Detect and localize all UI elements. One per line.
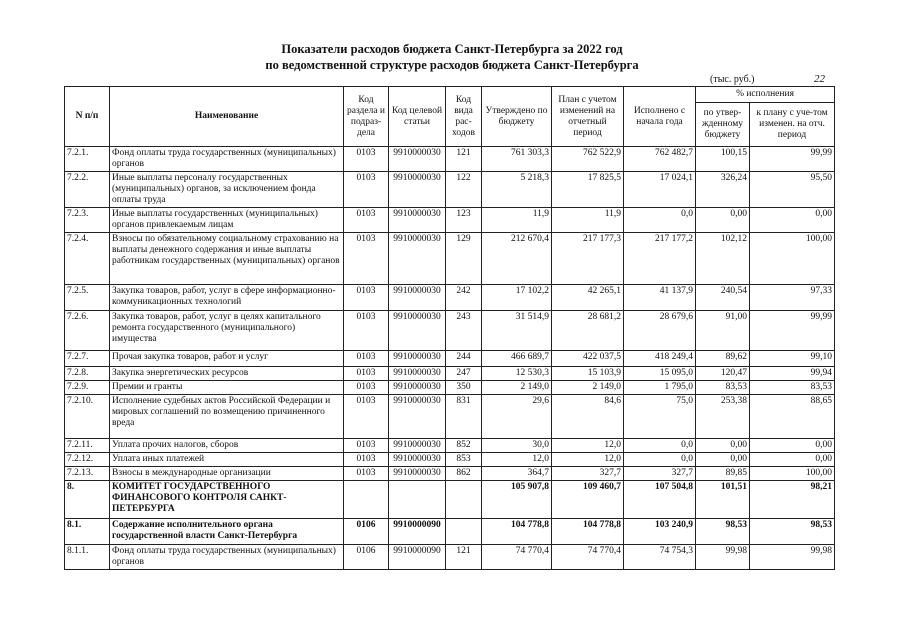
row-number: 7.2.9.: [65, 381, 110, 395]
row-pct-approved: 89,85: [696, 467, 750, 481]
table-row: [65, 481, 835, 519]
row-number: 7.2.10.: [65, 395, 110, 439]
row-plan: 104 778,8: [552, 519, 624, 545]
row-executed: 103 240,9: [624, 519, 696, 545]
row-section-code: [344, 481, 389, 519]
row-type-code: 244: [446, 351, 482, 367]
row-approved: 30,0: [482, 439, 552, 453]
row-executed: 762 482,7: [624, 147, 696, 172]
row-pct-plan: 99,94: [750, 367, 835, 381]
table-row: [65, 381, 835, 395]
row-section-code: 0103: [344, 467, 389, 481]
row-target-code: 9910000030: [389, 467, 446, 481]
table-row: [65, 467, 835, 481]
row-pct-approved: 240,54: [696, 285, 750, 311]
row-target-code: 9910000030: [389, 233, 446, 285]
row-pct-approved: 98,53: [696, 519, 750, 545]
row-name: Исполнение судебных актов Российской Федерации и мировых соглашений по возмещению причиненного вреда: [110, 395, 344, 439]
row-target-code: 9910000030: [389, 147, 446, 172]
row-plan: 217 177,3: [552, 233, 624, 285]
row-pct-approved: 326,24: [696, 172, 750, 208]
table-row: [65, 233, 835, 285]
row-pct-approved: 100,15: [696, 147, 750, 172]
row-target-code: 9910000030: [389, 395, 446, 439]
row-pct-approved: 120,47: [696, 367, 750, 381]
row-name: Закупка энергетических ресурсов: [110, 367, 344, 381]
row-executed: 75,0: [624, 395, 696, 439]
row-approved: 31 514,9: [482, 311, 552, 351]
row-plan: 11,9: [552, 208, 624, 233]
row-executed: 17 024,1: [624, 172, 696, 208]
row-executed: 15 095,0: [624, 367, 696, 381]
row-section-code: 0103: [344, 453, 389, 467]
row-section-code: 0103: [344, 439, 389, 453]
row-name: Премии и гранты: [110, 381, 344, 395]
table-row: [65, 311, 835, 351]
row-pct-plan: 99,98: [750, 545, 835, 570]
row-pct-plan: 0,00: [750, 453, 835, 467]
row-pct-approved: 91,00: [696, 311, 750, 351]
report-title: Показатели расходов бюджета Санкт-Петербурга за 2022 год: [281, 42, 623, 56]
row-section-code: 0103: [344, 311, 389, 351]
row-pct-plan: 99,99: [750, 147, 835, 172]
row-type-code: [446, 481, 482, 519]
row-pct-approved: 89,62: [696, 351, 750, 367]
row-executed: 0,0: [624, 439, 696, 453]
row-executed: 217 177,2: [624, 233, 696, 285]
row-type-code: 247: [446, 367, 482, 381]
row-name: Взносы по обязательному социальному страхованию на выплаты денежного содержания и иные выплаты работникам государственных (муниципальных) органов: [110, 233, 344, 285]
row-type-code: 852: [446, 439, 482, 453]
row-name: КОМИТЕТ ГОСУДАРСТВЕННОГО ФИНАНСОВОГО КОНТРОЛЯ САНКТ-ПЕТЕРБУРГА: [110, 481, 344, 519]
row-pct-plan: 0,00: [750, 439, 835, 453]
row-pct-approved: 102,12: [696, 233, 750, 285]
header-approved: Утверждено по бюджету: [482, 87, 552, 147]
table-row: [65, 367, 835, 381]
row-target-code: 9910000090: [389, 519, 446, 545]
row-plan: 74 770,4: [552, 545, 624, 570]
row-number: 7.2.5.: [65, 285, 110, 311]
row-pct-plan: 97,33: [750, 285, 835, 311]
row-target-code: 9910000030: [389, 172, 446, 208]
row-type-code: 862: [446, 467, 482, 481]
table-row: [65, 519, 835, 545]
row-plan: 2 149,0: [552, 381, 624, 395]
row-executed: 107 504,8: [624, 481, 696, 519]
row-type-code: 350: [446, 381, 482, 395]
header-section-code: Код раздела и подраз-дела: [344, 87, 389, 147]
row-pct-plan: 100,00: [750, 467, 835, 481]
row-approved: 104 778,8: [482, 519, 552, 545]
row-section-code: 0106: [344, 545, 389, 570]
row-pct-approved: 83,53: [696, 381, 750, 395]
row-type-code: 129: [446, 233, 482, 285]
row-section-code: 0103: [344, 285, 389, 311]
table-row: [65, 453, 835, 467]
row-target-code: 9910000030: [389, 351, 446, 367]
row-approved: 2 149,0: [482, 381, 552, 395]
row-name: Фонд оплаты труда государственных (муниципальных) органов: [110, 147, 344, 172]
row-approved: 12,0: [482, 453, 552, 467]
row-approved: 364,7: [482, 467, 552, 481]
row-plan: 84,6: [552, 395, 624, 439]
row-type-code: 243: [446, 311, 482, 351]
row-number: 7.2.11.: [65, 439, 110, 453]
row-pct-approved: 0,00: [696, 439, 750, 453]
header-percent-group: % исполнения: [696, 87, 835, 103]
row-target-code: 9910000030: [389, 367, 446, 381]
row-section-code: 0103: [344, 367, 389, 381]
row-executed: 1 795,0: [624, 381, 696, 395]
row-number: 7.2.13.: [65, 467, 110, 481]
row-pct-plan: 98,21: [750, 481, 835, 519]
report-subtitle: по ведомственной структуре расходов бюджета Санкт-Петербурга: [265, 58, 639, 72]
row-pct-plan: 88,65: [750, 395, 835, 439]
row-approved: 212 670,4: [482, 233, 552, 285]
row-section-code: 0103: [344, 233, 389, 285]
table-row: [65, 545, 835, 570]
row-approved: 29,6: [482, 395, 552, 439]
row-section-code: 0103: [344, 208, 389, 233]
row-section-code: 0103: [344, 351, 389, 367]
row-executed: 327,7: [624, 467, 696, 481]
table-row: [65, 172, 835, 208]
row-name: Содержание исполнительного органа государственной власти Санкт-Петербурга: [110, 519, 344, 545]
row-number: 8.1.: [65, 519, 110, 545]
header-target-code: Код целевой статьи: [389, 87, 446, 147]
row-type-code: 123: [446, 208, 482, 233]
row-type-code: [446, 519, 482, 545]
row-number: 7.2.6.: [65, 311, 110, 351]
row-approved: 17 102,2: [482, 285, 552, 311]
row-pct-plan: 0,00: [750, 208, 835, 233]
header-plan: План с учетом изменений на отчетный период: [552, 87, 624, 147]
row-plan: 109 460,7: [552, 481, 624, 519]
row-executed: 0,0: [624, 208, 696, 233]
table-row: [65, 351, 835, 367]
table-row: [65, 208, 835, 233]
row-target-code: [389, 481, 446, 519]
row-name: Закупка товаров, работ, услуг в сфере информационно-коммуникационных технологий: [110, 285, 344, 311]
table-row: [65, 395, 835, 439]
row-approved: 105 907,8: [482, 481, 552, 519]
row-plan: 12,0: [552, 439, 624, 453]
row-pct-plan: 83,53: [750, 381, 835, 395]
row-target-code: 9910000090: [389, 545, 446, 570]
row-target-code: 9910000030: [389, 208, 446, 233]
row-plan: 12,0: [552, 453, 624, 467]
header-executed: Исполнено с начала года: [624, 87, 696, 147]
row-type-code: 853: [446, 453, 482, 467]
row-executed: 418 249,4: [624, 351, 696, 367]
row-type-code: 122: [446, 172, 482, 208]
row-number: 8.: [65, 481, 110, 519]
row-number: 7.2.1.: [65, 147, 110, 172]
row-pct-plan: 100,00: [750, 233, 835, 285]
expenses-table: [64, 86, 835, 570]
row-pct-plan: 95,50: [750, 172, 835, 208]
table-row: [65, 439, 835, 453]
row-approved: 12 530,3: [482, 367, 552, 381]
row-plan: 15 103,9: [552, 367, 624, 381]
row-plan: 762 522,9: [552, 147, 624, 172]
row-name: Прочая закупка товаров, работ и услуг: [110, 351, 344, 367]
row-number: 7.2.12.: [65, 453, 110, 467]
header-num: N п/п: [65, 87, 110, 147]
table-body: [65, 147, 835, 570]
header-pct-plan: к плану с уче-том изменен. на отч. период: [750, 103, 835, 147]
row-executed: 41 137,9: [624, 285, 696, 311]
row-approved: 74 770,4: [482, 545, 552, 570]
row-section-code: 0103: [344, 381, 389, 395]
row-target-code: 9910000030: [389, 311, 446, 351]
row-name: Иные выплаты персоналу государственных (муниципальных) органов, за исключением фонда оплаты труда: [110, 172, 344, 208]
row-type-code: 242: [446, 285, 482, 311]
row-pct-plan: 99,99: [750, 311, 835, 351]
row-number: 7.2.3.: [65, 208, 110, 233]
row-pct-plan: 98,53: [750, 519, 835, 545]
row-number: 7.2.7.: [65, 351, 110, 367]
row-plan: 422 037,5: [552, 351, 624, 367]
row-plan: 28 681,2: [552, 311, 624, 351]
row-pct-approved: 99,98: [696, 545, 750, 570]
row-target-code: 9910000030: [389, 381, 446, 395]
row-target-code: 9910000030: [389, 439, 446, 453]
row-executed: 28 679,6: [624, 311, 696, 351]
row-name: Уплата прочих налогов, сборов: [110, 439, 344, 453]
row-target-code: 9910000030: [389, 285, 446, 311]
row-number: 8.1.1.: [65, 545, 110, 570]
row-pct-approved: 0,00: [696, 453, 750, 467]
row-plan: 327,7: [552, 467, 624, 481]
row-name: Взносы в международные организации: [110, 467, 344, 481]
row-section-code: 0103: [344, 147, 389, 172]
row-approved: 11,9: [482, 208, 552, 233]
table-row: [65, 285, 835, 311]
row-pct-approved: 101,51: [696, 481, 750, 519]
row-plan: 17 825,5: [552, 172, 624, 208]
units-label: (тыс. руб.): [710, 74, 755, 85]
row-plan: 42 265,1: [552, 285, 624, 311]
header-name: Наименование: [110, 87, 344, 147]
row-approved: 5 218,3: [482, 172, 552, 208]
table-row: [65, 147, 835, 172]
row-approved: 761 303,3: [482, 147, 552, 172]
row-section-code: 0106: [344, 519, 389, 545]
row-name: Закупка товаров, работ, услуг в целях капитального ремонта государственного (муниципального) имущества: [110, 311, 344, 351]
row-number: 7.2.2.: [65, 172, 110, 208]
row-name: Фонд оплаты труда государственных (муниципальных) органов: [110, 545, 344, 570]
row-number: 7.2.4.: [65, 233, 110, 285]
row-type-code: 831: [446, 395, 482, 439]
row-name: Уплата иных платежей: [110, 453, 344, 467]
row-approved: 466 689,7: [482, 351, 552, 367]
row-type-code: 121: [446, 147, 482, 172]
row-executed: 0,0: [624, 453, 696, 467]
row-pct-approved: 253,38: [696, 395, 750, 439]
header-pct-approved: по утвер-жденному бюджету: [696, 103, 750, 147]
row-type-code: 121: [446, 545, 482, 570]
row-pct-plan: 99,10: [750, 351, 835, 367]
row-name: Иные выплаты государственных (муниципальных) органов привлекаемым лицам: [110, 208, 344, 233]
row-section-code: 0103: [344, 395, 389, 439]
row-section-code: 0103: [344, 172, 389, 208]
row-executed: 74 754,3: [624, 545, 696, 570]
header-type-code: Код вида рас-ходов: [446, 87, 482, 147]
row-pct-approved: 0,00: [696, 208, 750, 233]
row-target-code: 9910000030: [389, 453, 446, 467]
page-number: 22: [814, 73, 825, 85]
row-number: 7.2.8.: [65, 367, 110, 381]
